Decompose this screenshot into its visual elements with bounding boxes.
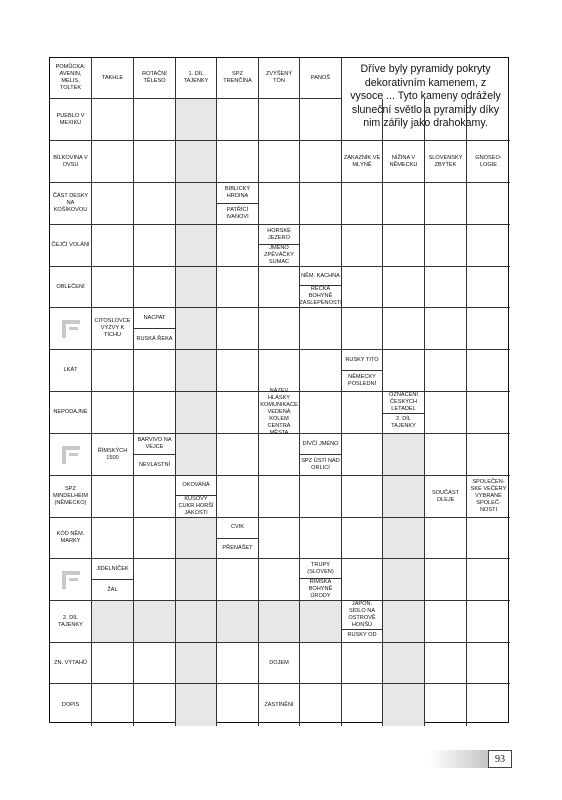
grid-cell	[217, 141, 259, 183]
grid-cell	[425, 559, 467, 601]
inner-clue	[425, 141, 467, 183]
crossword-grid	[49, 57, 509, 723]
page-number-bar	[430, 750, 496, 768]
inner-clue	[259, 643, 300, 684]
split-clue	[217, 183, 259, 225]
side-clue-text: ČÁST DESKY NA KOŠÍKOVOU	[52, 193, 89, 213]
grid-cell	[342, 267, 383, 308]
grid-cell	[342, 559, 383, 601]
header-clue	[300, 58, 342, 99]
grid-cell	[134, 643, 176, 684]
grid-cell	[425, 350, 467, 392]
split-clue	[342, 350, 383, 392]
grid-cell	[467, 392, 510, 434]
split-clue-top: NĚM. KACHNA	[300, 267, 341, 286]
split-clue	[134, 434, 176, 476]
grid-cell	[176, 643, 217, 684]
arrow-marker-icon	[60, 318, 82, 340]
grid-cell	[342, 684, 383, 726]
side-clue-text: ČEJČÍ VOLÁNÍ	[51, 242, 90, 248]
side-clue	[50, 518, 92, 559]
split-clue-bottom: PATŘÍCÍ IVANOVI	[226, 207, 249, 220]
inner-clue	[92, 434, 134, 476]
grid-cell	[176, 392, 217, 434]
grid-cell	[217, 684, 259, 726]
grid-cell	[134, 392, 176, 434]
grid-cell	[92, 392, 134, 434]
grid-cell	[342, 308, 383, 350]
grid-cell	[300, 350, 342, 392]
grid-cell	[383, 434, 425, 476]
split-clue-top: HORSKÉ JEZERO	[259, 225, 299, 245]
grid-cell	[383, 476, 425, 518]
grid-cell	[176, 99, 217, 141]
grid-cell	[425, 601, 467, 643]
split-clue-bottom: RUSKÁ ŘEKA	[136, 335, 173, 342]
side-clue	[50, 476, 92, 518]
grid-cell	[134, 225, 176, 267]
inner-clue-text: ZASTÍNĚNÍ	[264, 701, 294, 708]
split-clue	[342, 601, 383, 643]
side-clue	[50, 392, 92, 434]
grid-cell	[217, 601, 259, 643]
grid-cell	[176, 518, 217, 559]
grid-cell	[217, 225, 259, 267]
grid-cell	[467, 350, 510, 392]
grid-cell	[425, 434, 467, 476]
inner-clue-text: CITOSLOVCE VÝZVY K TICHU	[94, 318, 131, 338]
grid-cell	[92, 267, 134, 308]
side-clue-text: NEPODAJNÉ	[53, 409, 88, 415]
grid-cell	[217, 559, 259, 601]
grid-cell	[176, 559, 217, 601]
inner-clue	[467, 476, 510, 518]
header-clue-text: ROTAČNÍ TĚLESO	[142, 71, 167, 84]
grid-cell	[467, 434, 510, 476]
grid-cell	[176, 434, 217, 476]
split-clue-top: CVIK	[217, 518, 258, 539]
grid-cell	[467, 601, 510, 643]
grid-cell	[425, 308, 467, 350]
split-clue-top: OKOVANÁ	[176, 476, 216, 496]
header-clue-text: TAKHLE	[101, 74, 124, 81]
split-clue-bottom: ŽAL	[107, 586, 118, 593]
header-clue	[176, 58, 217, 99]
split-clue-top: JAPON. SÍDLO NA OSTROVĚ HONŠÚ	[342, 601, 382, 630]
grid-cell	[383, 518, 425, 559]
inner-clue	[259, 388, 300, 436]
inner-clue-text: NÁZEV HLÁSKY KOMUNIKACE VEDENÁ KOLEM CENTRA MĚSTA	[260, 388, 298, 436]
grid-cell	[92, 183, 134, 225]
page-number: 93	[488, 750, 512, 768]
split-clue-top: BARVIVO NA VEJCE	[134, 434, 175, 455]
grid-cell	[300, 183, 342, 225]
split-clue-top: NACPAT	[134, 308, 175, 329]
split-clue-bottom: NĚMECKY POSLEDNÍ	[347, 374, 377, 387]
grid-cell	[342, 183, 383, 225]
grid-cell	[259, 99, 300, 141]
grid-cell	[134, 476, 176, 518]
grid-cell	[92, 141, 134, 183]
grid-cell	[467, 559, 510, 601]
split-clue	[300, 267, 342, 308]
grid-cell	[467, 643, 510, 684]
split-clue	[300, 559, 342, 601]
header-clue	[134, 58, 176, 99]
header-clue-text: ZVÝŠENÝ TÓN	[265, 71, 293, 84]
header-clue-text: SPZ TRENČÍNA	[223, 71, 252, 84]
grid-cell	[342, 518, 383, 559]
header-clue-text: PANOŠ	[310, 74, 331, 81]
grid-cell	[467, 684, 510, 726]
grid-cell	[259, 350, 300, 392]
grid-cell	[176, 601, 217, 643]
grid-cell	[425, 518, 467, 559]
grid-cell	[134, 684, 176, 726]
split-clue	[134, 308, 176, 350]
split-clue-top: OZNAČENÍ ČESKÝCH LETADEL	[383, 392, 424, 414]
puzzle-clue-text: Dříve byly pyramidy pokryty dekorativním kamenem, z vysoce ... Tyto kameny odrážely sluneční světlo a pyramidy díky nim zářily jako drahokamy.	[350, 63, 501, 130]
grid-cell	[134, 183, 176, 225]
grid-cell	[467, 267, 510, 308]
split-clue-top: RUSKY TITO	[342, 350, 382, 371]
header-clue	[50, 58, 92, 99]
side-clue	[50, 225, 92, 267]
split-clue-bottom: RUSKY OD	[347, 632, 377, 639]
grid-cell	[134, 99, 176, 141]
inner-clue-text: SPOLEČEN-SKÉ VEČERY VYBRANÉ SPOLEČ-NOSTI	[470, 479, 507, 513]
grid-cell	[383, 267, 425, 308]
grid-cell	[176, 350, 217, 392]
grid-cell	[425, 392, 467, 434]
grid-cell	[383, 308, 425, 350]
grid-cell	[300, 99, 342, 141]
side-clue-text: LKÁT	[63, 367, 78, 373]
inner-clue-text: SLOVENSKÝ ZBYTEK	[428, 154, 463, 168]
grid-cell	[342, 392, 383, 434]
grid-cell	[217, 476, 259, 518]
split-clue-bottom: JMÉNO ZPĚVÁČKY SUMAC	[264, 245, 294, 266]
grid-cell	[176, 225, 217, 267]
grid-cell	[259, 476, 300, 518]
grid-cell	[383, 601, 425, 643]
grid-cell	[92, 99, 134, 141]
grid-cell	[176, 183, 217, 225]
grid-cell	[217, 434, 259, 476]
split-clue-bottom: ŘÍMSKÁ BOHYNĚ ÚRODY	[308, 579, 333, 600]
grid-cell	[92, 684, 134, 726]
grid-cell	[383, 183, 425, 225]
side-clue-text: OBLEČENÍ	[56, 283, 85, 290]
grid-cell	[300, 601, 342, 643]
side-clue	[50, 601, 92, 643]
corner-marker	[50, 434, 92, 476]
split-clue	[300, 434, 342, 476]
grid-cell	[300, 141, 342, 183]
header-clue-text: 1. DÍL TAJENKY	[183, 71, 209, 84]
grid-cell	[467, 183, 510, 225]
inner-clue-text: SOUČÁST OLEJE	[431, 489, 460, 503]
side-clue-text: SPZ MINDELHEIM (NĚMECKO)	[52, 486, 89, 506]
header-clue	[259, 58, 300, 99]
grid-cell	[300, 225, 342, 267]
grid-cell	[425, 225, 467, 267]
split-clue	[217, 518, 259, 559]
grid-cell	[383, 559, 425, 601]
side-clue	[50, 99, 92, 141]
grid-cell	[425, 643, 467, 684]
grid-cell	[134, 141, 176, 183]
grid-cell	[300, 684, 342, 726]
split-clue-top: DÍVČÍ JMÉNO	[300, 434, 341, 455]
grid-cell	[176, 267, 217, 308]
corner-marker	[50, 559, 92, 601]
grid-cell	[300, 643, 342, 684]
grid-cell	[134, 559, 176, 601]
side-clue-text: PUEBLO V MEXIKU	[56, 112, 85, 126]
side-clue-text: DOPIS	[61, 701, 80, 708]
inner-clue	[383, 141, 425, 183]
split-clue-top: BIBLICKÝ HRDINA	[217, 183, 258, 204]
grid-cell	[383, 643, 425, 684]
split-clue-bottom: SPZ ÚSTÍ NAD ORLICÍ	[301, 458, 340, 471]
grid-cell	[383, 684, 425, 726]
grid-cell	[342, 434, 383, 476]
grid-cell	[259, 267, 300, 308]
grid-cell	[259, 601, 300, 643]
grid-cell	[342, 225, 383, 267]
side-clue	[50, 350, 92, 392]
split-clue-bottom: KUSOVÝ CUKR HORŠÍ JAKOSTI	[178, 496, 214, 517]
side-clue-text: 2. DÍL TAJENKY	[58, 614, 83, 628]
inner-clue-text: ŘÍMSKÝCH 1500	[97, 447, 128, 461]
header-clue	[92, 58, 134, 99]
inner-clue-text: ZÁKAZNÍK VE MLÝNĚ	[343, 154, 381, 168]
grid-cell	[300, 476, 342, 518]
grid-cell	[92, 643, 134, 684]
grid-cell	[342, 476, 383, 518]
inner-clue-text: DOJEM	[269, 659, 289, 666]
side-clue-text: BÍLKOVINA V OVSU	[53, 154, 88, 168]
inner-clue	[467, 141, 510, 183]
header-clue-text: POMŮCKA: AVENIN, MELIS, TOLTEK	[55, 64, 86, 91]
side-clue	[50, 183, 92, 225]
side-clue	[50, 643, 92, 684]
grid-cell	[134, 601, 176, 643]
grid-cell	[342, 643, 383, 684]
grid-cell	[217, 308, 259, 350]
arrow-marker-icon	[60, 444, 82, 466]
grid-cell	[134, 518, 176, 559]
side-clue-text: KÓD NĚM. MARKY	[56, 531, 85, 544]
grid-cell	[217, 392, 259, 434]
inner-clue-text: NÍŽINA V NĚMECKU	[389, 154, 418, 168]
split-clue-top: JÍDELNÍČEK	[92, 559, 133, 580]
grid-cell	[383, 350, 425, 392]
grid-cell	[259, 308, 300, 350]
grid-cell	[259, 183, 300, 225]
grid-cell	[134, 350, 176, 392]
grid-cell	[92, 476, 134, 518]
grid-cell	[467, 225, 510, 267]
split-clue	[259, 225, 300, 267]
side-clue	[50, 684, 92, 726]
grid-cell	[425, 267, 467, 308]
grid-cell	[467, 308, 510, 350]
side-clue	[50, 267, 92, 308]
grid-cell	[259, 141, 300, 183]
grid-cell	[217, 267, 259, 308]
grid-cell	[383, 225, 425, 267]
grid-cell	[300, 518, 342, 559]
grid-cell	[300, 308, 342, 350]
grid-cell	[217, 643, 259, 684]
grid-cell	[425, 684, 467, 726]
grid-cell	[176, 308, 217, 350]
split-clue	[383, 392, 425, 434]
grid-cell	[300, 392, 342, 434]
grid-cell	[92, 350, 134, 392]
arrow-marker-icon	[60, 569, 82, 591]
grid-cell	[259, 559, 300, 601]
grid-cell	[259, 434, 300, 476]
grid-cell	[176, 684, 217, 726]
inner-clue-text: GNOSEO-LOGIE	[475, 154, 502, 168]
grid-cell	[217, 350, 259, 392]
side-clue	[50, 141, 92, 183]
grid-cell	[467, 518, 510, 559]
split-clue-top: TRUPY (SLOVEN)	[300, 559, 341, 579]
grid-cell	[92, 225, 134, 267]
split-clue	[92, 559, 134, 601]
split-clue-bottom: 2. DÍL TAJENKY	[391, 416, 416, 430]
split-clue	[176, 476, 217, 518]
grid-cell	[134, 267, 176, 308]
split-clue-bottom: NEVLASTNÍ	[138, 461, 171, 468]
split-clue-bottom: PŘENÁŠET	[222, 544, 253, 551]
inner-clue	[92, 308, 134, 350]
split-clue-bottom: ŘECKÁ BOHYNĚ ZASLEPENOSTI	[299, 286, 342, 307]
inner-clue	[259, 684, 300, 726]
grid-cell	[217, 99, 259, 141]
inner-clue	[342, 141, 383, 183]
corner-marker	[50, 308, 92, 350]
grid-cell	[176, 141, 217, 183]
grid-cell	[92, 601, 134, 643]
grid-cell	[425, 183, 467, 225]
grid-cell	[92, 518, 134, 559]
side-clue-text: ZN. VÝTAHŮ	[54, 659, 87, 666]
inner-clue	[425, 476, 467, 518]
header-clue	[217, 58, 259, 99]
grid-cell	[259, 518, 300, 559]
